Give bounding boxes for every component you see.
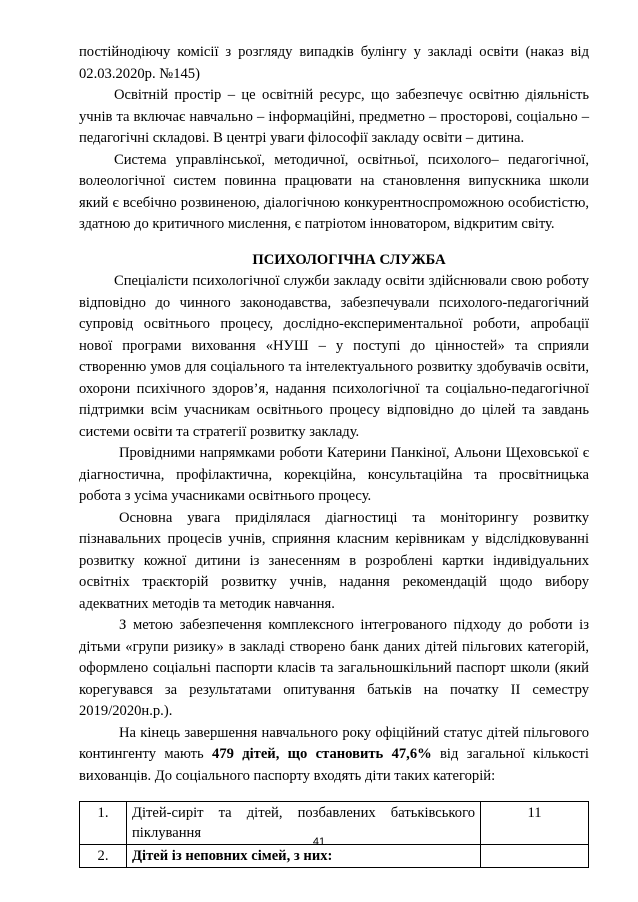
section-title: ПСИХОЛОГІЧНА СЛУЖБА	[252, 251, 446, 268]
row-value: 11	[481, 802, 589, 845]
row-label: Дітей-сиріт та дітей, позбавлених батьківського піклування	[127, 802, 481, 845]
row-number: 2.	[80, 845, 127, 868]
paragraph-benefit-status	[79, 723, 589, 788]
paragraph-system-management: Система управлінської, методичної, освітньої, психолого– педагогічної, волеологічної систем повинна працювати на становлення випускника школи який є всебічно розвиненою, діалогічною конкурентноспроможною особистістю, здатною до критичного мислення, є патріотом інноватором, відкритим світу.	[79, 151, 589, 232]
paragraph-bullying-commission: постійнодіючу комісії з розгляду випадків булінгу у закладі освіти (наказ від 02.03.2020р. №145)	[79, 44, 589, 82]
benefit-text-after: від загальної кількості вихованців. До соціального паспорту входять діти таких категорій:	[79, 746, 589, 784]
benefit-text-before: На кінець завершення навчального року офіційний статус дітей пільгового контингенту мають	[79, 724, 589, 762]
paragraph-main-directions: Провідними напрямками роботи Катерини Панкіної, Альони Щеховської є діагностична, профілактична, корекційна, консультаційна та просвітницька робота з усіма учасниками освітнього процесу.	[79, 445, 589, 504]
paragraph-diagnostics: Основна увага приділялася діагностиці та моніторингу розвитку пізнавальних процесів учнів, сприяння класним керівникам у відслідковуванні розвитку кожної дитини із занесенням в розроблені картки індивідуальних освітніх траєкторій розвитку учнів, надання рекомендацій щодо вибору адекватних методів та методик навчання.	[79, 509, 589, 612]
paragraph-educational-space: Освітній простір – це освітній ресурс, що забезпечує освітню діяльність учнів та включає навчально – інформаційні, предметно – просторові, соціально – педагогічні складові. В центрі уваги філософії закладу освіти – дитина.	[79, 87, 589, 146]
paragraph-psych-specialists: Спеціалісти психологічної служби закладу освіти здійснювали свою роботу відповідно до чинного законодавства, забезпечували психолого-педагогічний супровід освітнього процесу, дослідно-експериментальної роботи, апробації нової програми виховання «НУШ – у поступі до цінностей» та сприяли створенню умов для соціального та інтелектуального розвитку здобувачів освіти, охорони психічного здоров’я, надання психологічної та соціально-педагогічної підтримки всім учасникам освітнього процесу відповідно до цілей та завдань системи освіти та стратегії розвитку закладу.	[79, 273, 589, 440]
page-number: 41	[312, 836, 326, 848]
benefit-highlight: 479 дітей, що становить 47,6%	[212, 746, 432, 762]
row-number: 1.	[80, 802, 127, 845]
document-page	[79, 42, 589, 868]
categories-table	[79, 801, 589, 868]
paragraph-risk-group: З метою забезпечення комплексного інтегрованого підходу до роботи із дітьми «групи ризику» в закладі створено банк даних дітей пільгових категорій, оформлено соціальні паспорти класів та загальношкільний паспорт школи (який корегувався за результатами опитування батьків на початку ІІ семестру 2019/2020н.р.).	[79, 617, 589, 719]
row-label: Дітей із неповних сімей, з них:	[127, 845, 481, 868]
